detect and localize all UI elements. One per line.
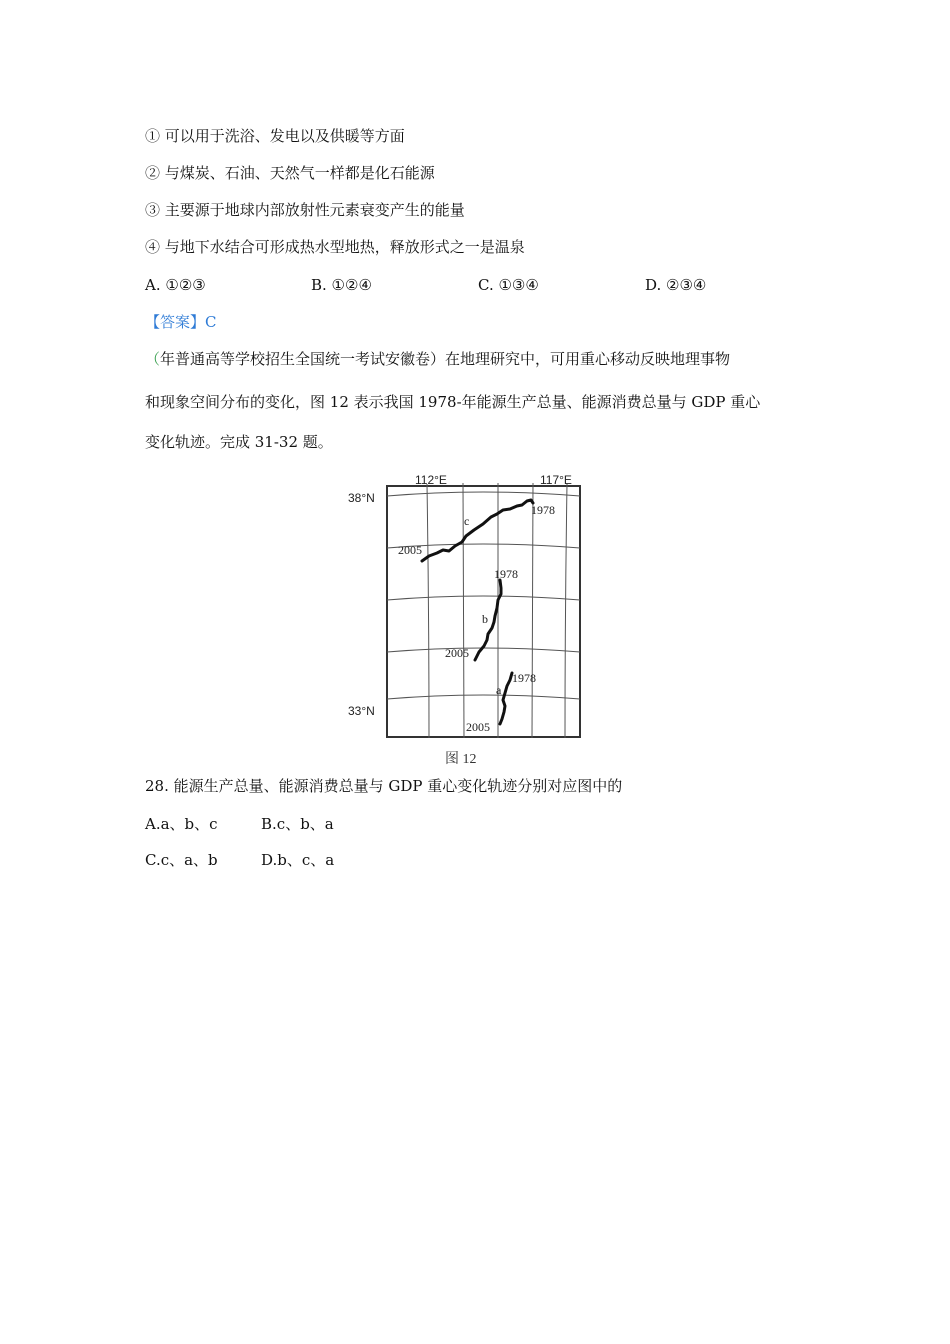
prev-option-a: A. ①②③ — [145, 276, 206, 294]
question-option-a: A.a、b、c — [145, 815, 218, 833]
track-c-line — [422, 500, 533, 561]
track-a-label: a — [496, 683, 502, 697]
intro-line-1-text: 年普通高等学校招生全国统一考试安徽卷）在地理研究中，可用重心移动反映地理事物 — [160, 350, 731, 368]
prev-option-b: B. ①②④ — [311, 276, 372, 294]
track-a-line — [500, 673, 512, 724]
answer-value: C — [205, 313, 217, 331]
intro-paren: （ — [145, 350, 161, 368]
track-a-start: 1978 — [512, 671, 536, 685]
intro-line-2: 和现象空间分布的变化，图 12 表示我国 1978-年能源生产总量、能源消费总量与 GDP 重心 — [145, 393, 761, 411]
track-a-end: 2005 — [466, 720, 490, 734]
prev-option-d: D. ②③④ — [645, 276, 707, 294]
lon-right-label: 117°E — [540, 473, 572, 487]
intro-line-1 — [145, 349, 730, 369]
question-option-d: D.b、c、a — [261, 851, 335, 869]
lat-bottom-label: 33°N — [348, 704, 375, 718]
question-stem: 28. 能源生产总量、能源消费总量与 GDP 重心变化轨迹分别对应图中的 — [145, 777, 623, 795]
answer-label: 【答案】 — [145, 313, 206, 331]
lat-top-label: 38°N — [348, 491, 375, 505]
statement-3: ③ 主要源于地球内部放射性元素衰变产生的能量 — [145, 201, 465, 219]
figure-caption: 图 12 — [445, 752, 477, 767]
prev-option-c: C. ①③④ — [478, 276, 539, 294]
statement-1: ① 可以用于洗浴、发电以及供暖等方面 — [145, 127, 405, 145]
figure-12-map — [345, 470, 595, 770]
track-b-start: 1978 — [494, 567, 518, 581]
track-c-start: 1978 — [531, 503, 555, 517]
track-b-label: b — [482, 612, 488, 626]
answer-line — [145, 312, 217, 332]
intro-line-3: 变化轨迹。完成 31-32 题。 — [145, 433, 333, 451]
statement-2: ② 与煤炭、石油、天然气一样都是化石能源 — [145, 164, 435, 182]
lon-left-label: 112°E — [415, 473, 447, 487]
question-option-c: C.c、a、b — [145, 851, 218, 869]
track-b-end: 2005 — [445, 646, 469, 660]
track-c-end: 2005 — [398, 543, 422, 557]
question-option-b: B.c、b、a — [261, 815, 334, 833]
track-c-label: c — [464, 514, 470, 528]
statement-4: ④ 与地下水结合可形成热水型地热，释放形式之一是温泉 — [145, 238, 525, 256]
figure-12 — [345, 470, 595, 770]
